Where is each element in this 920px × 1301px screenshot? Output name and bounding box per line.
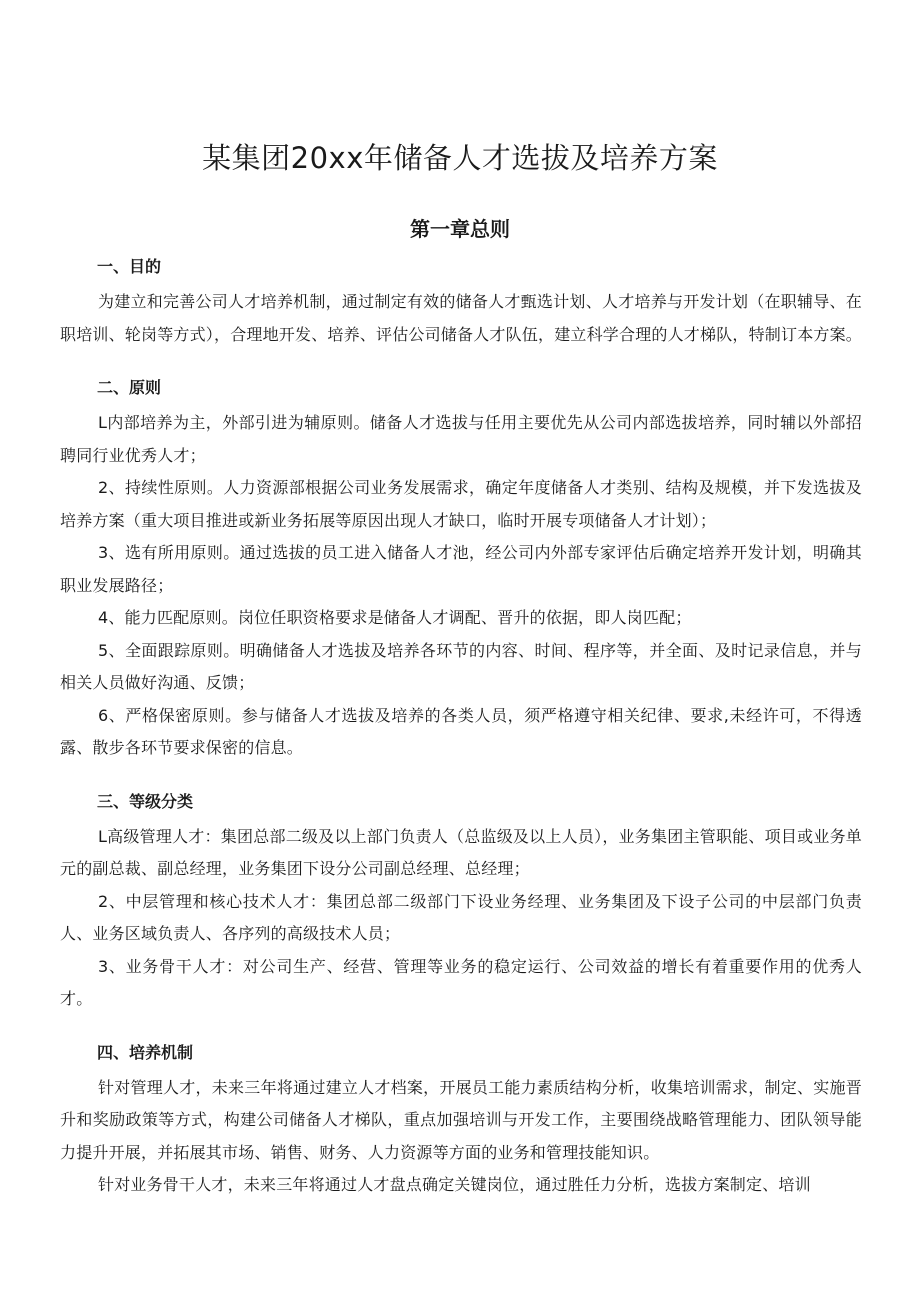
section-training-mechanism xyxy=(60,1042,862,1202)
paragraph: 3、选有所用原则。通过选拔的员工进入储备人才池，经公司内外部专家评估后确定培养开发计划，明确其职业发展路径； xyxy=(60,543,862,595)
paragraph: 6、严格保密原则。参与储备人才选拔及培养的各类人员，须严格遵守相关纪律、要求,未经许可，不得透露、散步各环节要求保密的信息。 xyxy=(60,705,862,757)
paragraph: 针对业务骨干人才，未来三年将通过人才盘点确定关键岗位，通过胜任力分析，选拔方案制定、培训 xyxy=(98,1175,811,1194)
paragraph: 5、全面跟踪原则。明确储备人才选拔及培养各环节的内容、时间、程序等，并全面、及时记录信息，并与相关人员做好沟通、反馈； xyxy=(60,640,862,692)
chapter-heading: 第一章总则 xyxy=(410,217,510,241)
paragraph: 4、能力匹配原则。岗位任职资格要求是储备人才调配、晋升的依据，即人岗匹配； xyxy=(98,608,692,627)
document-body xyxy=(60,256,862,1202)
section-heading: 二、原则 xyxy=(97,378,162,397)
document-title: 某集团20xx年储备人才选拔及培养方案 xyxy=(202,141,718,175)
section-heading: 一、目的 xyxy=(97,257,162,276)
section-heading: 四、培养机制 xyxy=(97,1042,194,1062)
section-classification xyxy=(60,791,862,1016)
paragraph: L内部培养为主，外部引进为辅原则。储备人才选拔与任用主要优先从公司内部选拔培养，同时辅以外部招聘同行业优秀人才； xyxy=(60,413,862,465)
paragraph: 2、持续性原则。人力资源部根据公司业务发展需求，确定年度储备人才类别、结构及规模，并下发选拔及培养方案（重大项目推进或新业务拓展等原因出现人才缺口，临时开展专项储备人才计划）； xyxy=(60,478,862,530)
paragraph: 2、中层管理和核心技术人才：集团总部二级部门下设业务经理、业务集团及下设子公司的中层部门负责人、业务区域负责人、各序列的高级技术人员； xyxy=(60,891,862,943)
paragraph: 针对管理人才，未来三年将通过建立人才档案，开展员工能力素质结构分析，收集培训需求，制定、实施晋升和奖励政策等方式，构建公司储备人才梯队，重点加强培训与开发工作，主要围绕战略管理能力、团队领导能力提升开展，并拓展其市场、销售、财务、人力资源等方面的业务和管理技能知识。 xyxy=(60,1077,862,1162)
section-purpose xyxy=(60,256,862,351)
paragraph: L高级管理人才：集团总部二级及以上部门负责人（总监级及以上人员），业务集团主管职能、项目或业务单元的副总裁、副总经理，业务集团下设分公司副总经理、总经理； xyxy=(60,826,862,878)
paragraph: 为建立和完善公司人才培养机制，通过制定有效的储备人才甄选计划、人才培养与开发计划（在职辅导、在职培训、轮岗等方式），合理地开发、培养、评估公司储备人才队伍，建立科学合理的人才梯队，特制订本方案。 xyxy=(60,292,863,344)
paragraph: 3、业务骨干人才：对公司生产、经营、管理等业务的稳定运行、公司效益的增长有着重要作用的优秀人才。 xyxy=(60,956,862,1008)
section-heading: 三、等级分类 xyxy=(97,791,194,811)
section-principles xyxy=(60,377,862,765)
